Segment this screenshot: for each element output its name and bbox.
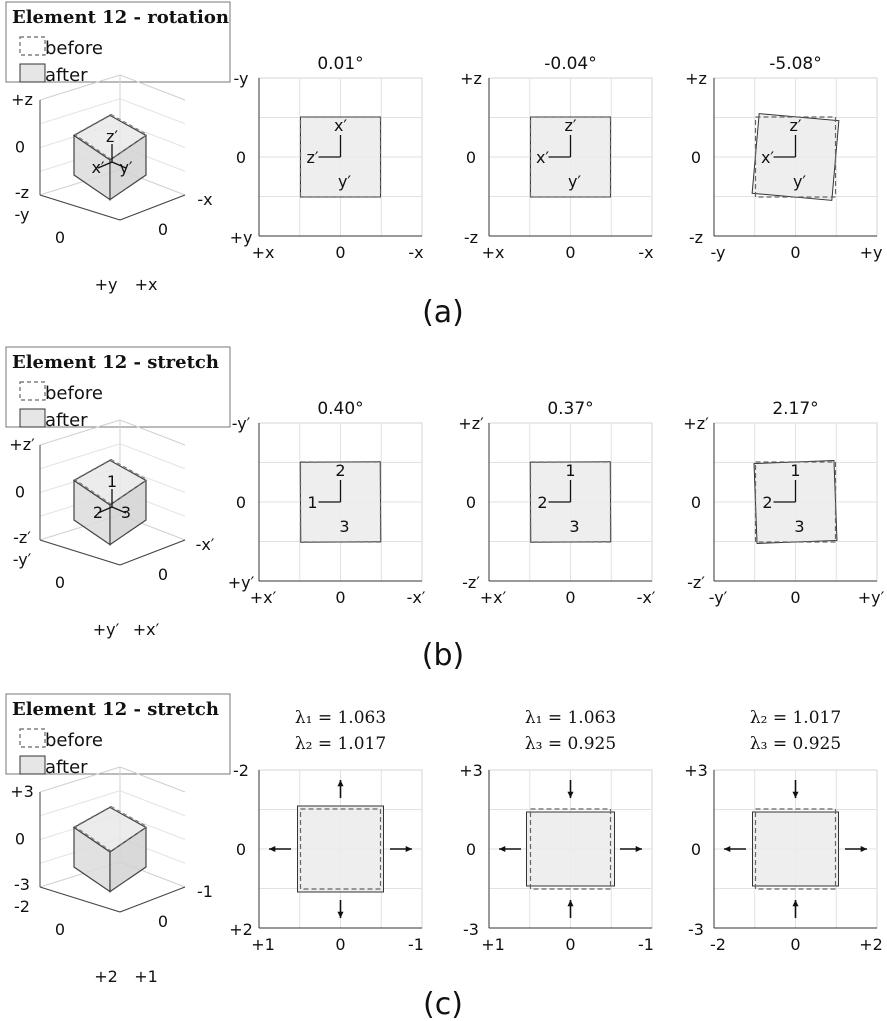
- legend-after-swatch: [20, 756, 45, 774]
- view-y-tick: -z: [463, 228, 479, 247]
- legend-title: Element 12 - rotation: [12, 7, 229, 28]
- cube-x-tick: +x′: [132, 620, 160, 639]
- view-y-tick: -y′: [231, 414, 251, 433]
- view-x-tick: -2: [710, 935, 726, 954]
- view-y-tick: -2: [233, 761, 249, 780]
- view-title-line: λ₂ = 1.017: [294, 734, 387, 754]
- legend-after-label: after: [45, 757, 88, 778]
- element-after-square: [298, 806, 384, 892]
- view-axis-label: z′: [789, 116, 802, 135]
- view-x-tick: +2: [859, 935, 883, 954]
- view-x-tick: +x′: [479, 588, 507, 607]
- view-axis-label: z′: [564, 116, 577, 135]
- cube-z-tick: -z′: [13, 528, 31, 547]
- legend-after-label: after: [45, 65, 88, 86]
- view-y-tick: -3: [463, 920, 479, 939]
- view-x-tick: +1: [481, 935, 505, 954]
- view-axis-label: 3: [794, 517, 805, 536]
- view-axis-label: x′: [760, 148, 775, 167]
- view-x-tick: -y′: [708, 588, 728, 607]
- view-y-tick: 0: [465, 148, 477, 167]
- view-y-tick: 0: [465, 840, 477, 859]
- view-axis-label: x′: [535, 148, 550, 167]
- view-x-tick: 0: [335, 243, 346, 262]
- view-x-tick: 0: [790, 588, 801, 607]
- legend-before-swatch: [20, 37, 45, 55]
- view-y-tick: +y′: [227, 573, 255, 592]
- cube-y-tick: -2: [14, 897, 30, 916]
- view-y-tick: +z: [460, 69, 482, 88]
- cube-x-axis: [120, 195, 185, 220]
- cube-y-tick: -y: [14, 205, 30, 224]
- view-x-tick: 0: [565, 588, 576, 607]
- view-y-tick: 0: [690, 840, 702, 859]
- view-axis-label: y′: [792, 172, 807, 191]
- cube-x-tick: 0: [157, 912, 169, 931]
- view-x-tick: -1: [408, 935, 424, 954]
- cube-y-tick: +2: [94, 967, 118, 986]
- view-axis-label: 3: [569, 517, 580, 536]
- legend-after-label: after: [45, 410, 88, 431]
- cube-z-tick: -z: [14, 183, 30, 202]
- view-x-tick: +y′: [857, 588, 885, 607]
- view-axis-label: 1: [307, 493, 318, 512]
- cube-axes-grid: [120, 791, 185, 816]
- legend-before-label: before: [45, 383, 103, 404]
- cube-axis-label: 1: [106, 472, 118, 491]
- view-x-tick: +x: [481, 243, 505, 262]
- view-x-tick: 0: [335, 588, 346, 607]
- view-x-tick: -x′: [406, 588, 426, 607]
- cube-x-tick: 0: [157, 565, 169, 584]
- view-x-tick: +1: [251, 935, 275, 954]
- view-title-line: λ₁ = 1.063: [294, 708, 387, 728]
- view-y-tick: +z′: [683, 414, 709, 433]
- view-axis-label: 1: [790, 461, 801, 480]
- cube-axes-grid: [120, 99, 185, 124]
- panel-caption: (b): [421, 638, 465, 673]
- view-y-tick: +3: [684, 761, 708, 780]
- cube-x-axis: [120, 887, 185, 912]
- view-title-line: λ₁ = 1.063: [524, 708, 617, 728]
- cube-axis-label: y′: [119, 158, 133, 177]
- cube-z-tick: 0: [14, 482, 26, 502]
- view-x-tick: -x: [408, 243, 424, 262]
- view-y-tick: -z′: [687, 573, 705, 592]
- view-x-tick: 0: [790, 935, 801, 954]
- view-x-tick: 0: [335, 935, 346, 954]
- legend-before-label: before: [45, 38, 103, 59]
- cube-z-tick: +z: [11, 90, 33, 109]
- view-y-tick: 0: [235, 840, 247, 859]
- cube-x-tick: -x: [197, 190, 213, 209]
- view-y-tick: -z: [688, 228, 704, 247]
- view-axis-label: 2: [762, 493, 773, 512]
- deformed-element: [527, 812, 615, 886]
- cube-y-tick: -y′: [12, 550, 32, 569]
- view-title: -5.08°: [769, 54, 822, 74]
- view-x-tick: +y: [859, 243, 883, 262]
- cube-z-tick: 0: [14, 829, 26, 849]
- view-x-tick: 0: [790, 243, 801, 262]
- view-title: 2.17°: [772, 399, 819, 419]
- deformed-element: [298, 806, 384, 892]
- view-axis-label: y′: [337, 172, 352, 191]
- cube-x-tick: -1: [197, 882, 213, 901]
- cube-z-tick: 0: [14, 137, 26, 157]
- view-x-tick: -1: [638, 935, 654, 954]
- cube-axis-label: x′: [91, 158, 105, 177]
- view-x-tick: +x: [251, 243, 275, 262]
- cube-y-tick: +y: [94, 275, 118, 294]
- panel-caption: (c): [423, 987, 463, 1021]
- view-x-tick: 0: [565, 935, 576, 954]
- cube-x-tick: +1: [134, 967, 158, 986]
- view-axis-label: 2: [537, 493, 548, 512]
- deformed-element: [753, 812, 839, 886]
- view-x-tick: -x: [638, 243, 654, 262]
- view-axis-label: y′: [567, 172, 582, 191]
- cube-x-tick: +x: [134, 275, 158, 294]
- view-y-tick: +z: [685, 69, 707, 88]
- view-title-line: λ₂ = 1.017: [749, 708, 842, 728]
- cube-y-tick: 0: [54, 573, 66, 592]
- panel-caption: (a): [422, 295, 464, 330]
- cube-y-tick: 0: [54, 920, 66, 939]
- view-x-tick: -y: [710, 243, 726, 262]
- legend-after-swatch: [20, 409, 45, 427]
- view-x-tick: 0: [565, 243, 576, 262]
- element-after-square: [527, 812, 615, 886]
- view-y-tick: -3: [688, 920, 704, 939]
- view-axis-label: z′: [306, 148, 319, 167]
- legend-before-swatch: [20, 382, 45, 400]
- cube-x-tick: -x′: [195, 535, 215, 554]
- cube-axis-label: z′: [105, 127, 119, 146]
- view-y-tick: +z′: [458, 414, 484, 433]
- cube-x-tick: 0: [157, 220, 169, 239]
- legend-before-label: before: [45, 730, 103, 751]
- view-axis-label: x′: [333, 116, 348, 135]
- cube-z-tick: +3: [10, 782, 34, 801]
- view-x-tick: -x′: [636, 588, 656, 607]
- view-title-line: λ₃ = 0.925: [749, 734, 842, 754]
- legend-after-swatch: [20, 64, 45, 82]
- cube-axis-label: 2: [92, 503, 104, 522]
- cube-x-axis: [120, 540, 185, 565]
- legend-title: Element 12 - stretch: [12, 699, 219, 720]
- view-axis-label: 2: [335, 461, 346, 480]
- view-title: 0.37°: [547, 399, 594, 419]
- cube-y-tick: 0: [54, 228, 66, 247]
- cube-axes-grid: [120, 444, 185, 469]
- view-y-tick: 0: [690, 148, 702, 167]
- view-axis-label: 1: [565, 461, 576, 480]
- view-y-tick: +2: [229, 920, 253, 939]
- cube-z-tick: +z′: [9, 435, 35, 454]
- view-y-tick: 0: [235, 493, 247, 512]
- view-y-tick: +3: [459, 761, 483, 780]
- cube-y-tick: +y′: [92, 620, 120, 639]
- view-title: 0.01°: [317, 54, 364, 74]
- cube-axis-label: 3: [120, 503, 132, 522]
- view-y-tick: -y: [233, 69, 249, 88]
- view-y-tick: 0: [465, 493, 477, 512]
- view-axis-label: 3: [339, 517, 350, 536]
- view-y-tick: -z′: [462, 573, 480, 592]
- view-title: 0.40°: [317, 399, 364, 419]
- view-y-tick: +y: [229, 228, 253, 247]
- view-title-line: λ₃ = 0.925: [524, 734, 617, 754]
- legend-before-swatch: [20, 729, 45, 747]
- element-after-square: [753, 812, 839, 886]
- view-y-tick: 0: [235, 148, 247, 167]
- view-x-tick: +x′: [249, 588, 277, 607]
- view-title: -0.04°: [544, 54, 597, 74]
- view-y-tick: 0: [690, 493, 702, 512]
- cube-z-tick: -3: [14, 875, 30, 894]
- legend-title: Element 12 - stretch: [12, 352, 219, 373]
